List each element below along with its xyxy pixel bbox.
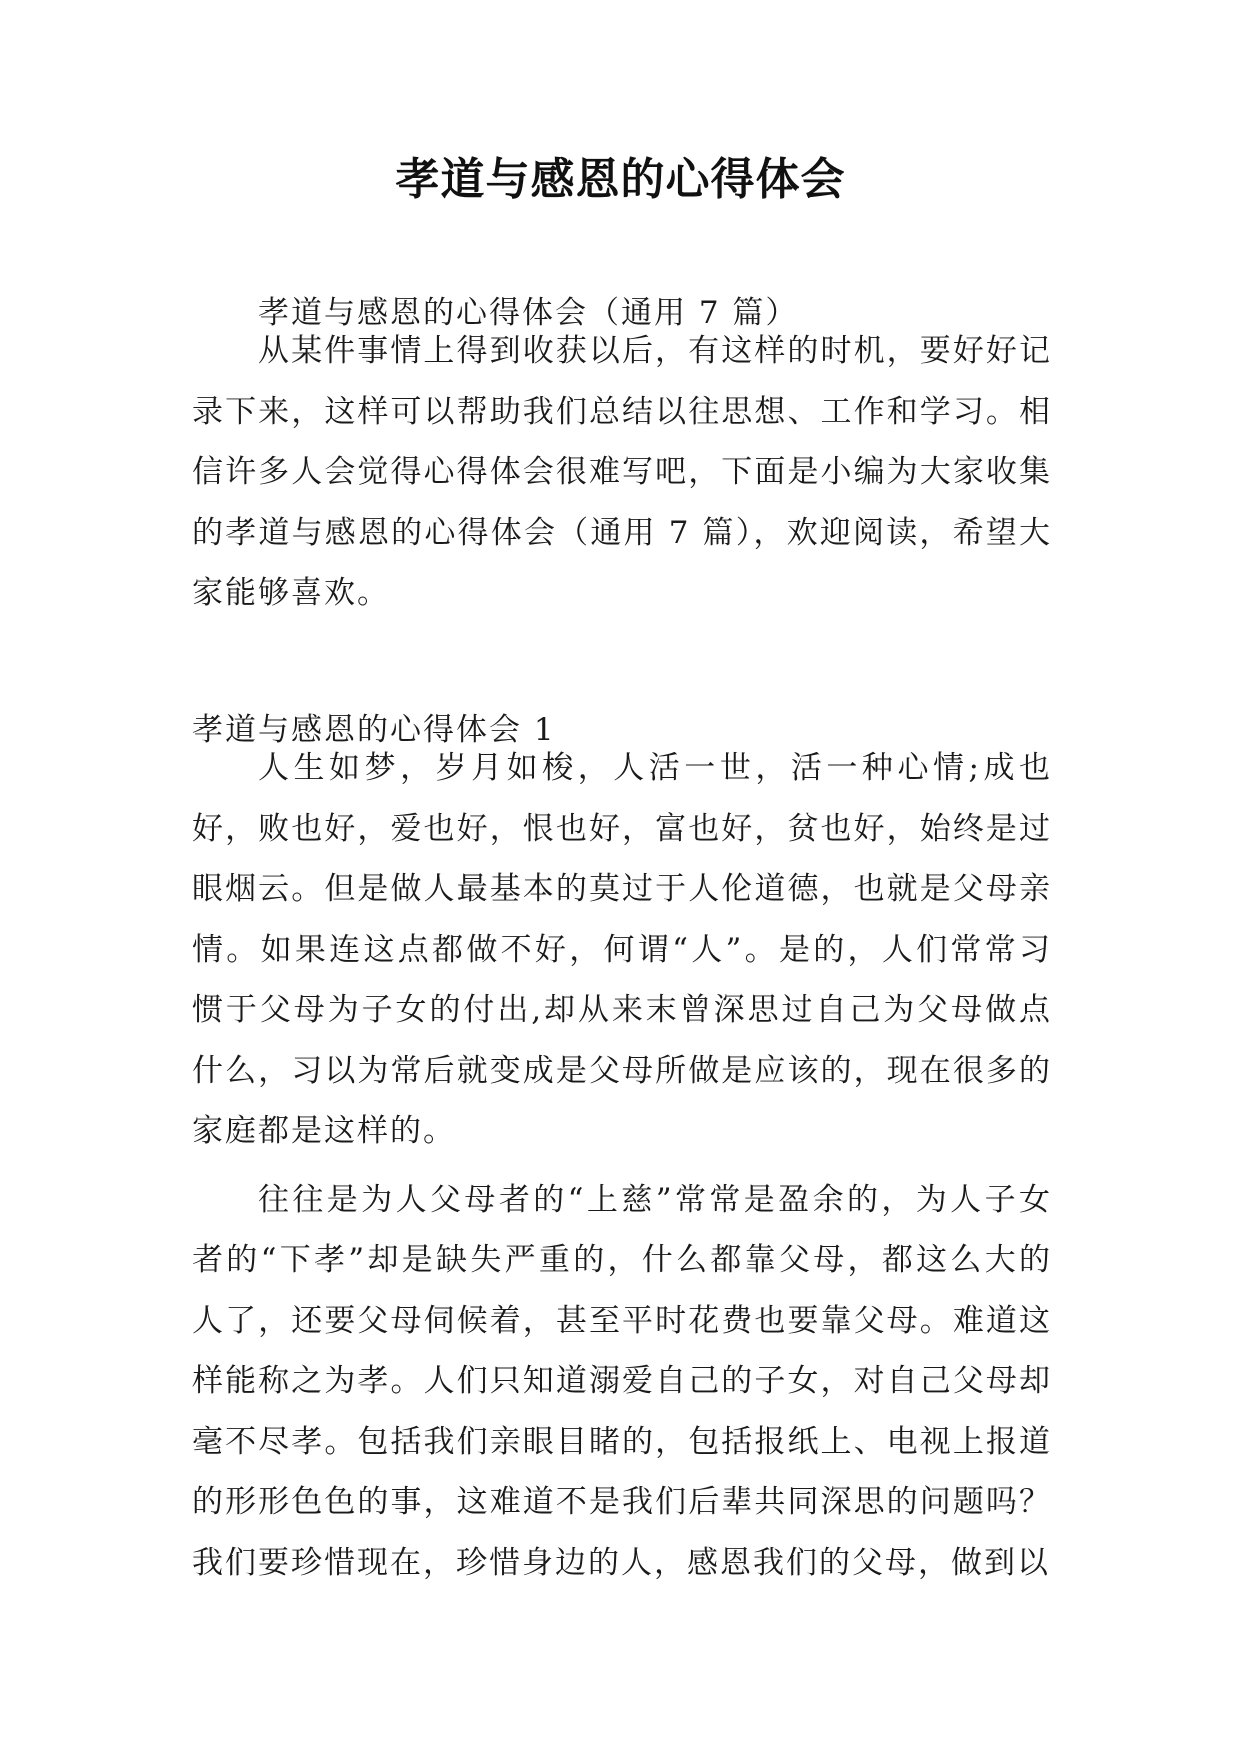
section-heading: 孝道与感恩的心得体会 1 [192, 712, 556, 748]
intro-paragraph: 从某件事情上得到收获以后，有这样的时机，要好好记录下来，这样可以帮助我们总结以往思想、工作和学习。相信许多人会觉得心得体会很难写吧，下面是小编为大家收集的孝道与感恩的心得体会（通用 7 篇），欢迎阅读，希望大家能够喜欢。 [192, 333, 1052, 611]
body-paragraph-1: 人生如梦，岁月如梭，人活一世，活一种心情;成也好，败也好，爱也好，恨也好，富也好，贫也好，始终是过眼烟云。但是做人最基本的莫过于人伦道德，也就是父母亲情。如果连这点都做不好，何谓“人”。是的，人们常常习惯于父母为子女的付出,却从来末曾深思过自己为父母做点什么，习以为常后就变成是父母所做是应该的，现在很多的家庭都是这样的。 [192, 750, 1052, 1149]
intro-block [192, 321, 1052, 624]
document-subtitle: 孝道与感恩的心得体会（通用 7 篇） [258, 295, 799, 331]
document-title: 孝道与感恩的心得体会 [395, 154, 846, 205]
section-body [192, 738, 1052, 1593]
body-paragraph-2: 往往是为人父母者的“上慈”常常是盈余的，为人子女者的“下孝”却是缺失严重的，什么都靠父母，都这么大的人了，还要父母伺候着，甚至平时花费也要靠父母。难道这样能称之为孝。人们只知道溺爱自己的子女，对自己父母却毫不尽孝。包括我们亲眼目睹的，包括报纸上、电视上报道的形形色色的事，这难道不是我们后辈共同深思的问题吗？我们要珍惜现在，珍惜身边的人，感恩我们的父母，做到以 [192, 1181, 1052, 1581]
